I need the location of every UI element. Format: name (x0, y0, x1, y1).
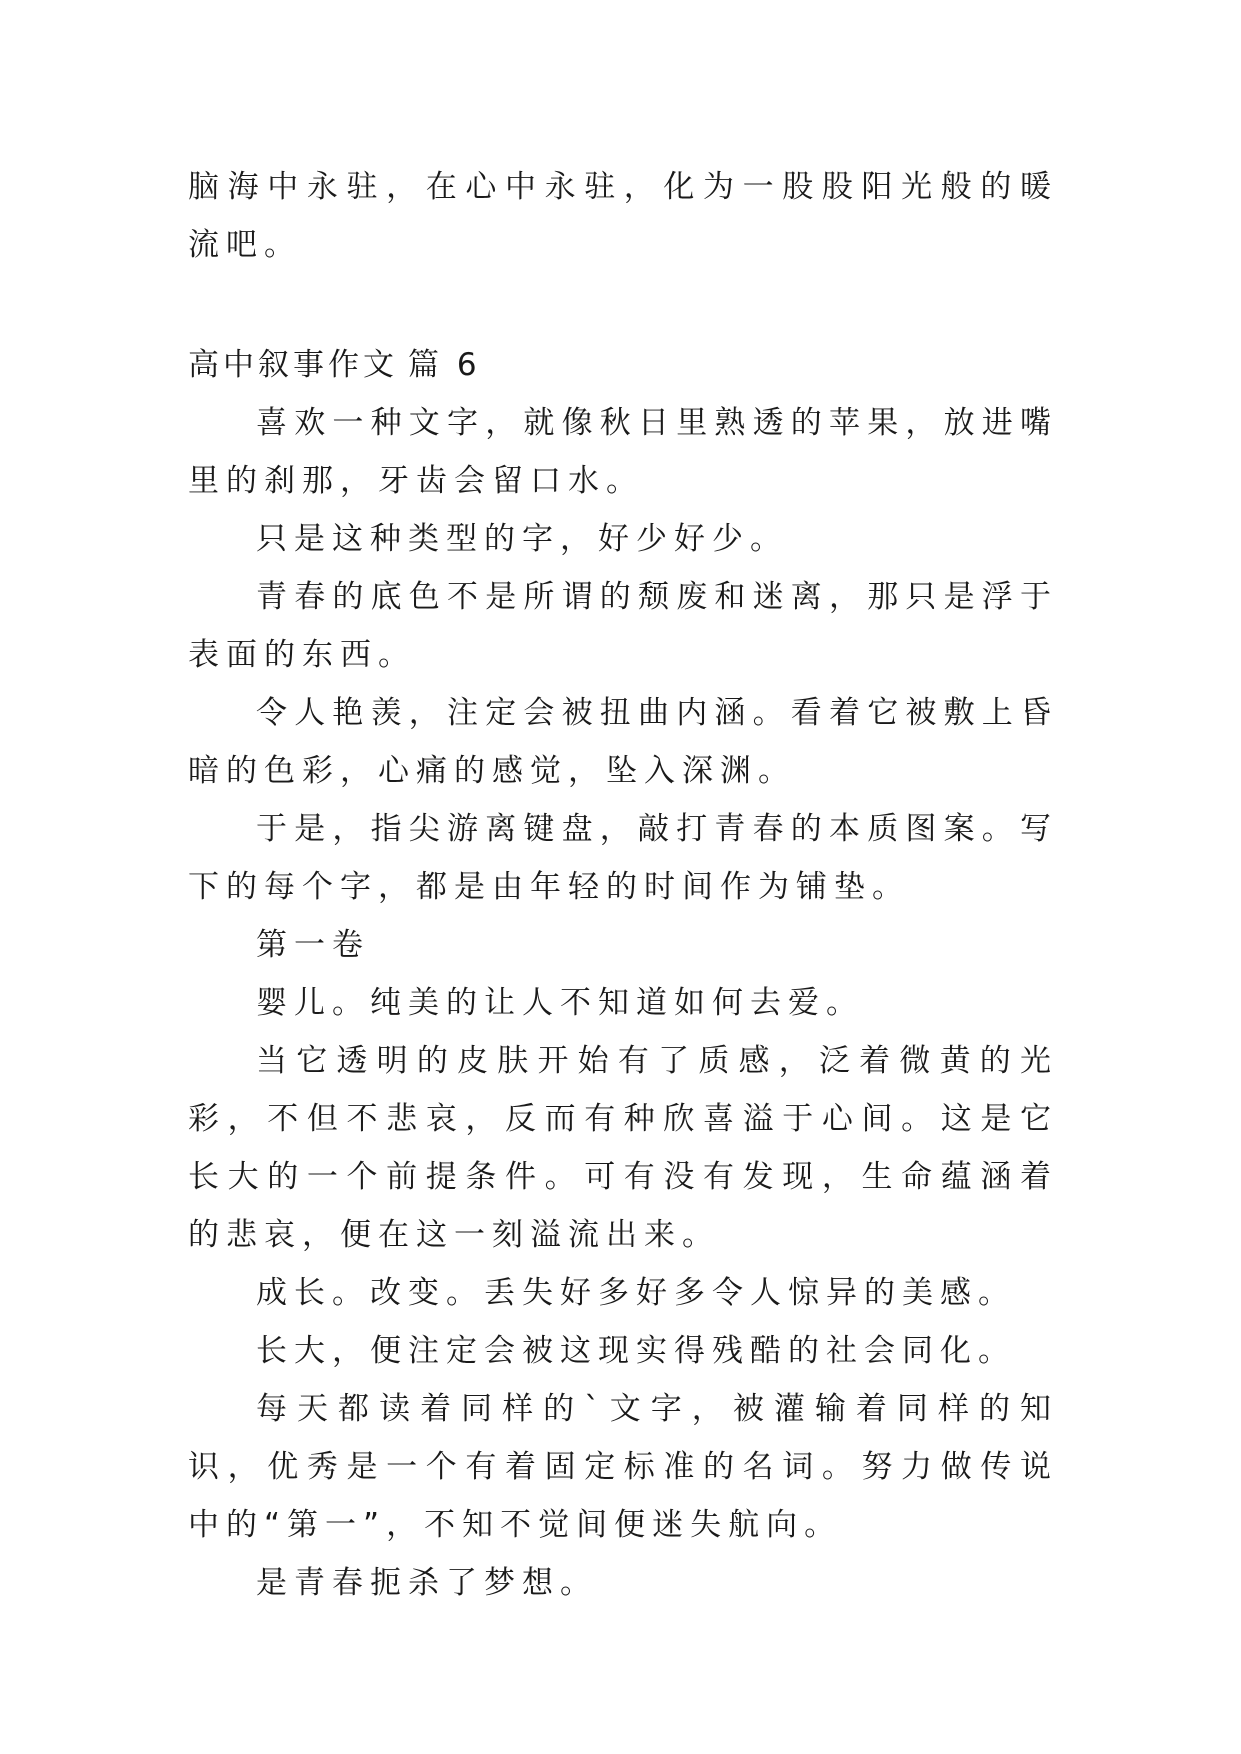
section-number: 篇 6 (408, 347, 481, 383)
paragraph: 青春的底色不是所谓的颓废和迷离，那只是浮于表面的东西。 (188, 579, 1058, 673)
paragraph: 是青春扼杀了梦想。 (256, 1565, 598, 1601)
paragraph: 令人艳羡，注定会被扭曲内涵。看着它被敷上昏暗的色彩，心痛的感觉，坠入深渊。 (188, 695, 1058, 789)
paragraph: 婴儿。纯美的让人不知道如何去爱。 (256, 985, 864, 1021)
continuation-paragraph: 脑海中永驻，在心中永驻，化为一股股阳光般的暖流吧。 (188, 169, 1058, 263)
document-body (188, 158, 1058, 1612)
paragraph: 喜欢一种文字，就像秋日里熟透的苹果，放进嘴里的刹那，牙齿会留口水。 (188, 405, 1058, 499)
paragraph: 成长。改变。丢失好多好多令人惊异的美感。 (256, 1275, 1016, 1311)
paragraph: 当它透明的皮肤开始有了质感，泛着微黄的光彩，不但不悲哀，反而有种欣喜溢于心间。这是它长大的一个前提条件。可有没有发现，生命蕴涵着的悲哀，便在这一刻溢流出来。 (188, 1043, 1058, 1253)
paragraph: 于是，指尖游离键盘，敲打青春的本质图案。写下的每个字，都是由年轻的时间作为铺垫。 (188, 811, 1058, 905)
volume-heading: 第一卷 (256, 927, 370, 963)
section-heading (188, 336, 1058, 394)
section-title: 高中叙事作文 (188, 347, 398, 383)
paragraph: 每天都读着同样的`文字，被灌输着同样的知识，优秀是一个有着固定标准的名词。努力做传说中的“第一”，不知不觉间便迷失航向。 (188, 1391, 1058, 1543)
paragraph: 长大，便注定会被这现实得残酷的社会同化。 (256, 1333, 1016, 1369)
paragraph: 只是这种类型的字，好少好少。 (256, 521, 788, 557)
